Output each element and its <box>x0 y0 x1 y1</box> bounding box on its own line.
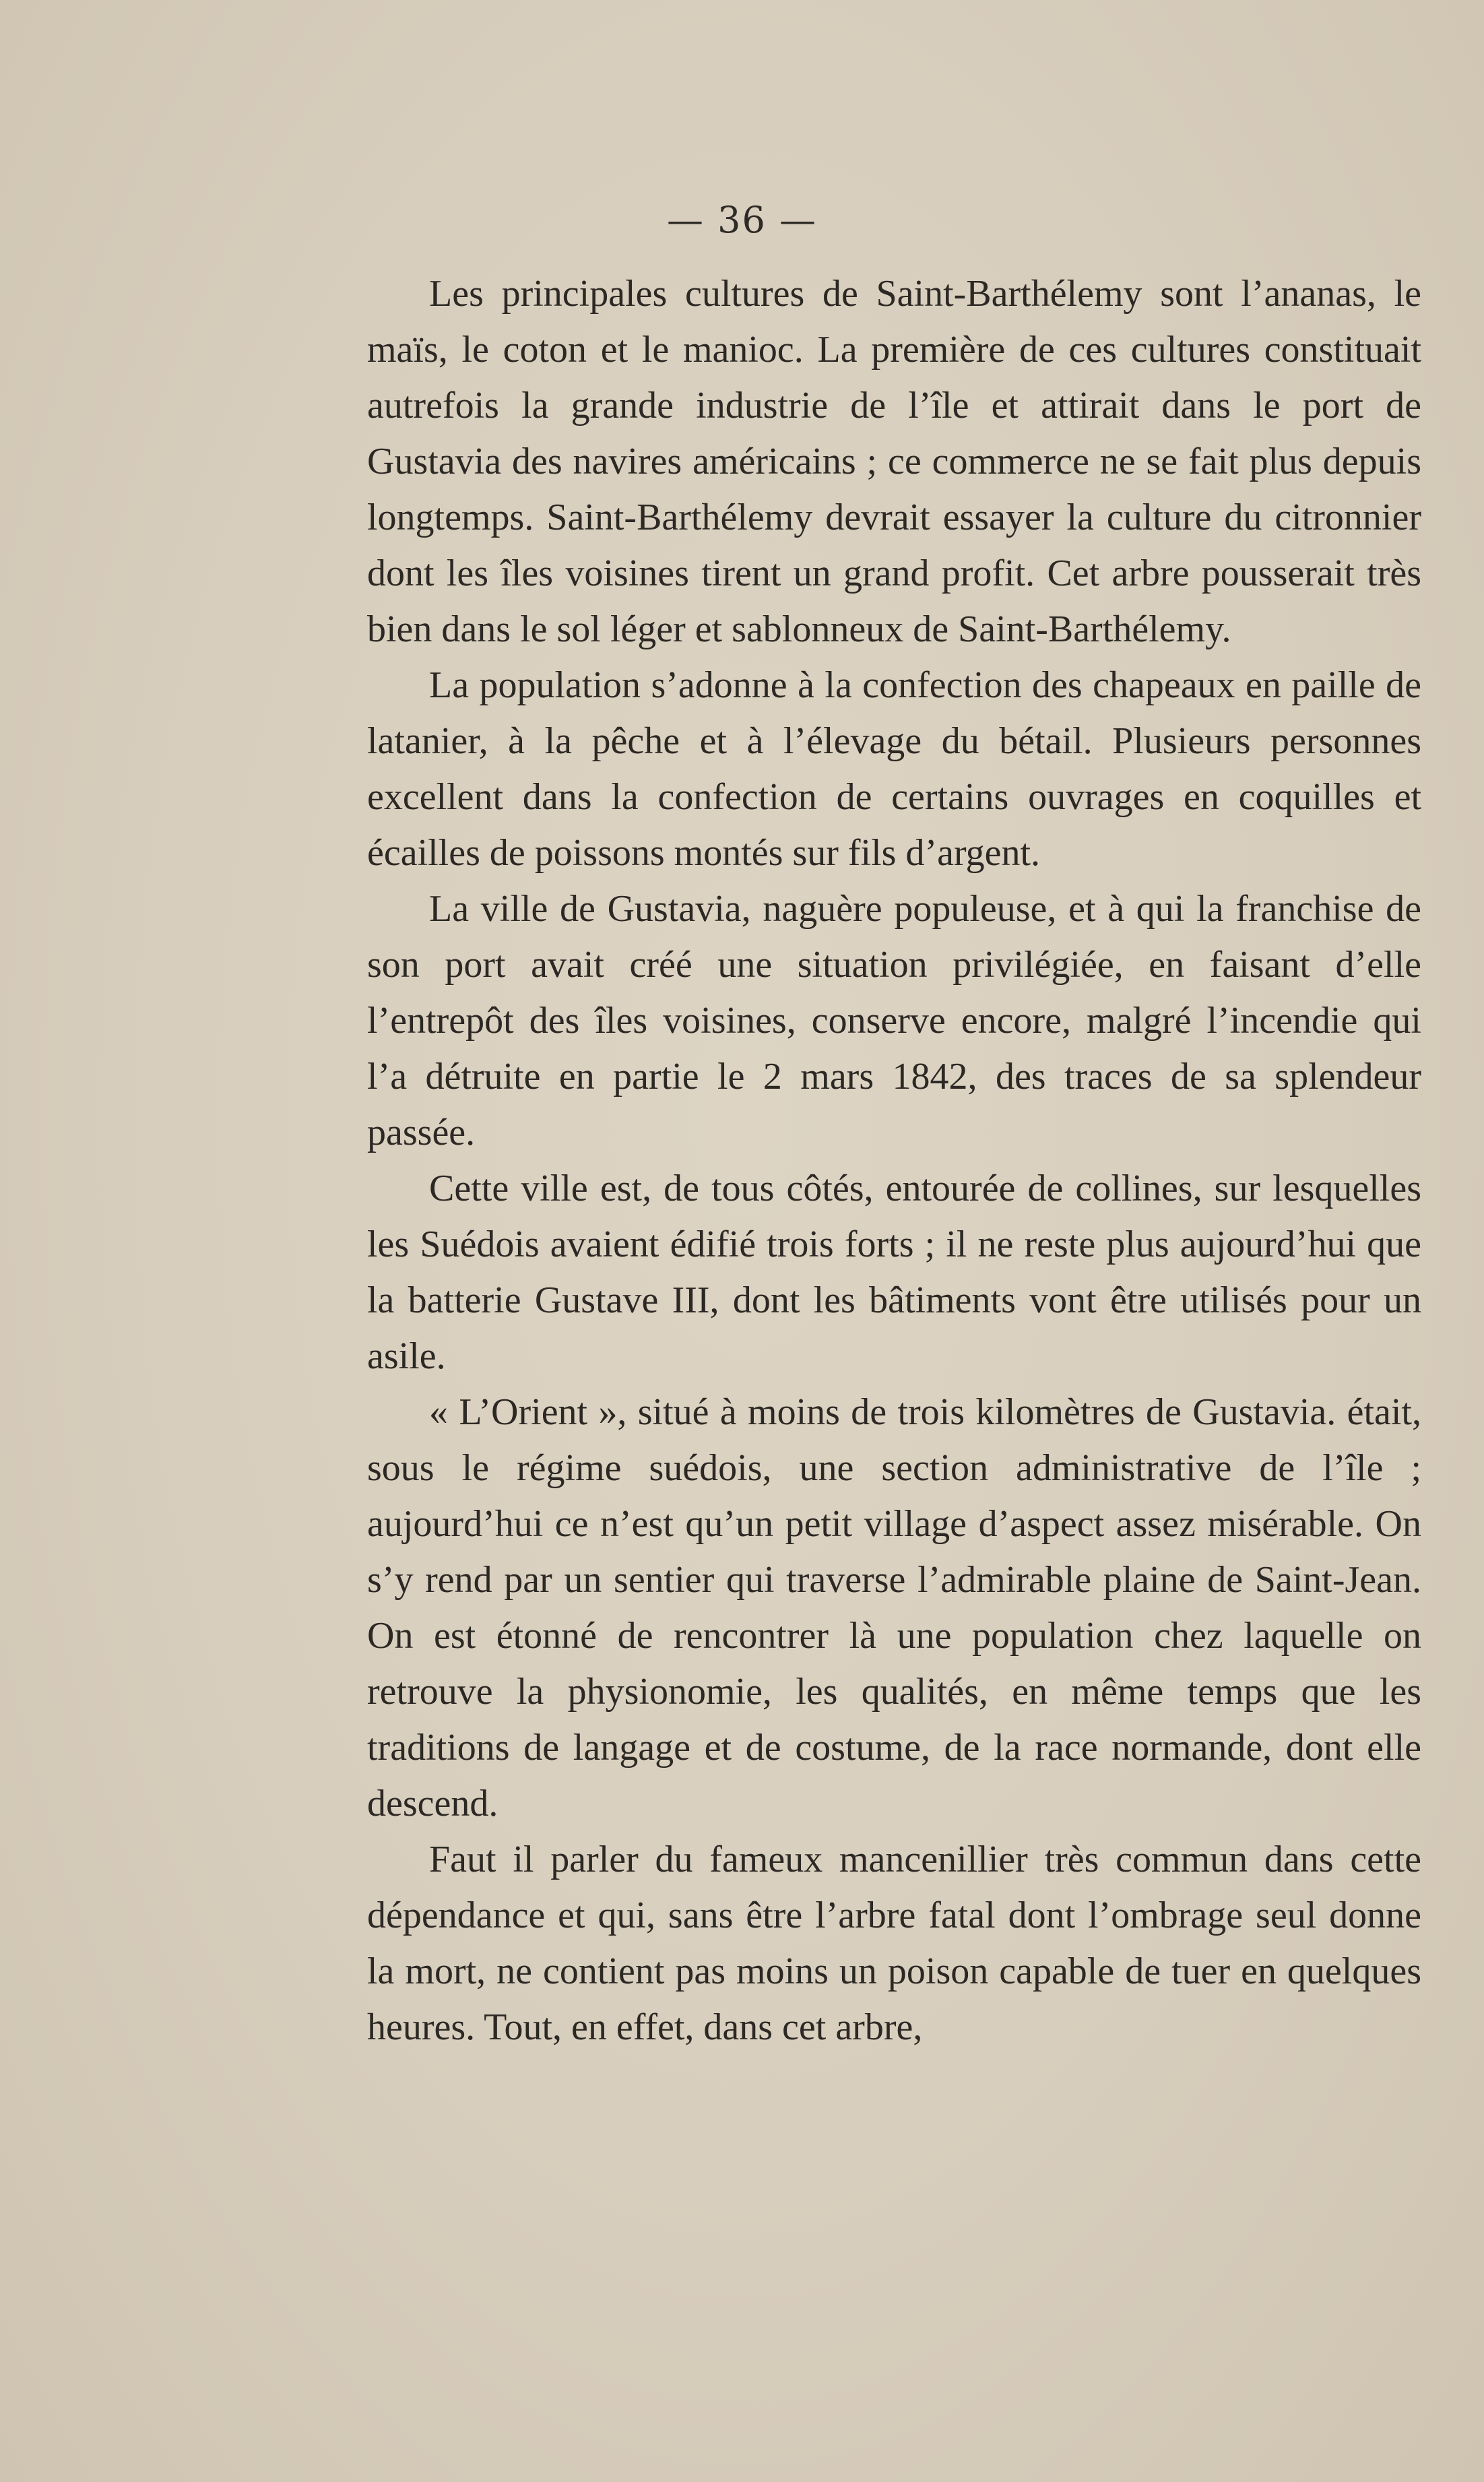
paragraph-gustavia: La ville de Gustavia, naguère populeuse, et à qui la franchise de son port avait créé une situation privilégiée, en faisant d’elle l’entrepôt des îles voisines, conserve encore, malgré l’incendie qui l’a détruite en partie le 2 mars 1842, des traces de sa splendeur passée. <box>367 888 1421 1153</box>
page-number: — 36 — <box>666 199 818 241</box>
body-text <box>367 266 1421 2056</box>
paragraph-orient: « L’Orient », situé à moins de trois kilomètres de Gustavia. était, sous le régime suédois, une section administrative de l’île ; aujourd’hui ce n’est qu’un petit village d’aspect assez misérable. On s’y rend par un sentier qui traverse l’admirable plaine de Saint-Jean. On est étonné de rencontrer là une population chez laquelle on retrouve la physionomie, les qualités, en même temps que les traditions de langage et de costume, de la race normande, dont elle descend. <box>367 1391 1421 1824</box>
paragraph-cultures: Les principales cultures de Saint-Barthélemy sont l’ananas, le maïs, le coton et le manioc. La première de ces cultures constituait autrefois la grande industrie de l’île et attirait dans le port de Gustavia des navires américains ; ce commerce ne se fait plus depuis longtemps. Saint-Barthélemy devrait essayer la culture du citronnier dont les îles voisines tirent un grand profit. Cet arbre pousserait très bien dans le sol léger et sablonneux de Saint-Barthélemy. <box>367 273 1421 650</box>
paragraph-mancenillier: Faut il parler du fameux mancenillier très commun dans cette dépendance et qui, sans être l’arbre fatal dont l’ombrage seul donne la mort, ne contient pas moins un poison capable de tuer en quelques heures. Tout, en effet, dans cet arbre, <box>367 1839 1421 2048</box>
paragraph-population: La population s’adonne à la confection des chapeaux en paille de latanier, à la pêche et à l’élevage du bétail. Plusieurs personnes excellent dans la confection de certains ouvrages en coquilles et écailles de poissons montés sur fils d’argent. <box>367 664 1421 874</box>
paragraph-collines: Cette ville est, de tous côtés, entourée de collines, sur lesquelles les Suédois avaient édifié trois forts ; il ne reste plus aujourd’hui que la batterie Gustave III, dont les bâtiments vont être utilisés pour un asile. <box>367 1168 1421 1377</box>
